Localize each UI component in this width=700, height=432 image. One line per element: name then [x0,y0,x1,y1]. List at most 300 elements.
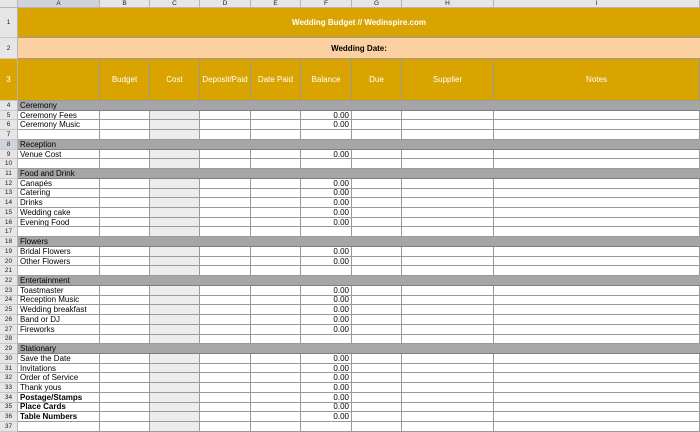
cell[interactable] [352,422,402,432]
cell[interactable] [251,227,301,237]
cell[interactable] [200,218,251,228]
column-header-a[interactable]: A [18,0,100,8]
cell[interactable] [494,315,700,325]
row-number[interactable]: 25 [0,305,18,315]
cell[interactable] [402,364,494,374]
row-number[interactable]: 1 [0,8,18,38]
row-number[interactable]: 18 [0,237,18,247]
cell[interactable] [352,257,402,267]
balance-cell[interactable]: 0.00 [301,296,352,306]
cell[interactable] [251,179,301,189]
cost-cell[interactable] [150,305,200,315]
cell[interactable] [352,335,402,345]
cost-cell[interactable] [150,247,200,257]
cell[interactable] [352,218,402,228]
wedding-date-label[interactable]: Wedding Date: [18,38,700,59]
row-number[interactable]: 22 [0,276,18,286]
section-heading[interactable]: Food and Drink [18,169,700,179]
cell[interactable] [494,325,700,335]
cost-cell[interactable] [150,120,200,130]
cell[interactable] [352,247,402,257]
cell[interactable] [251,130,301,140]
cost-cell[interactable] [150,266,200,276]
cell[interactable] [200,189,251,199]
cell[interactable] [494,198,700,208]
cell[interactable] [402,179,494,189]
cost-cell[interactable] [150,383,200,393]
column-header-b[interactable]: B [100,0,150,8]
cell[interactable] [402,296,494,306]
section-heading[interactable]: Flowers [18,237,700,247]
cell[interactable] [494,130,700,140]
cell[interactable] [494,189,700,199]
row-number[interactable]: 7 [0,130,18,140]
item-label-cell[interactable] [18,266,100,276]
row-number[interactable]: 31 [0,364,18,374]
cell[interactable] [494,218,700,228]
cell[interactable] [494,208,700,218]
row-number[interactable]: 19 [0,247,18,257]
cost-cell[interactable] [150,189,200,199]
cell[interactable] [200,296,251,306]
cell[interactable] [200,373,251,383]
cost-cell[interactable] [150,198,200,208]
cost-cell[interactable] [150,393,200,403]
cost-cell[interactable] [150,227,200,237]
cell[interactable] [200,412,251,422]
cell[interactable] [200,286,251,296]
cell[interactable] [402,111,494,121]
balance-cell[interactable]: 0.00 [301,393,352,403]
row-number[interactable]: 15 [0,208,18,218]
cell[interactable] [494,159,700,169]
cell[interactable] [200,325,251,335]
select-all-corner[interactable] [0,0,18,8]
cell[interactable] [402,325,494,335]
cell[interactable] [100,218,150,228]
cell[interactable] [402,198,494,208]
cost-cell[interactable] [150,150,200,160]
row-number[interactable]: 13 [0,189,18,199]
column-header-c[interactable]: C [150,0,200,8]
cell[interactable] [200,111,251,121]
cell[interactable] [494,111,700,121]
cell[interactable] [200,393,251,403]
column-header-g[interactable]: G [352,0,402,8]
item-label-cell[interactable] [18,130,100,140]
cost-cell[interactable] [150,403,200,413]
row-number[interactable]: 34 [0,393,18,403]
cell[interactable] [100,111,150,121]
cell[interactable] [251,364,301,374]
row-number[interactable]: 26 [0,315,18,325]
cell[interactable] [494,227,700,237]
cell[interactable] [402,315,494,325]
cell[interactable] [251,266,301,276]
item-label-cell[interactable]: Order of Service [18,373,100,383]
cell[interactable] [251,150,301,160]
cell[interactable] [402,218,494,228]
cell[interactable] [100,373,150,383]
balance-cell[interactable]: 0.00 [301,373,352,383]
cell[interactable] [100,315,150,325]
cell[interactable] [200,227,251,237]
cell[interactable] [494,305,700,315]
cell[interactable] [352,325,402,335]
header-deposit-paid[interactable]: Deposit/Paid [200,59,251,101]
balance-cell[interactable] [301,159,352,169]
cell[interactable] [402,266,494,276]
item-label-cell[interactable]: Wedding breakfast [18,305,100,315]
column-header-e[interactable]: E [251,0,301,8]
cell[interactable] [100,208,150,218]
item-label-cell[interactable]: Place Cards [18,403,100,413]
cell[interactable] [251,189,301,199]
item-label-cell[interactable] [18,159,100,169]
cell[interactable] [251,218,301,228]
cell[interactable] [494,383,700,393]
cost-cell[interactable] [150,257,200,267]
cell[interactable] [352,189,402,199]
row-number[interactable]: 12 [0,179,18,189]
cell[interactable] [200,335,251,345]
cost-cell[interactable] [150,325,200,335]
row-number[interactable]: 14 [0,198,18,208]
cell[interactable] [200,159,251,169]
item-label-cell[interactable]: Bridal Flowers [18,247,100,257]
cell[interactable] [402,422,494,432]
cell[interactable] [352,296,402,306]
balance-cell[interactable]: 0.00 [301,286,352,296]
cell[interactable] [402,305,494,315]
cell[interactable] [100,325,150,335]
balance-cell[interactable]: 0.00 [301,198,352,208]
item-label-cell[interactable]: Canapés [18,179,100,189]
balance-cell[interactable] [301,227,352,237]
balance-cell[interactable]: 0.00 [301,354,352,364]
cell[interactable] [352,150,402,160]
cell[interactable] [200,130,251,140]
cell[interactable] [200,198,251,208]
item-label-cell[interactable]: Ceremony Fees [18,111,100,121]
cell[interactable] [494,422,700,432]
cell[interactable] [494,150,700,160]
cost-cell[interactable] [150,422,200,432]
cell[interactable] [251,325,301,335]
item-label-cell[interactable]: Fireworks [18,325,100,335]
cell[interactable] [494,364,700,374]
cell[interactable] [200,208,251,218]
cell[interactable] [100,403,150,413]
cell[interactable] [352,208,402,218]
cell[interactable] [352,315,402,325]
row-number[interactable]: 4 [0,101,18,111]
cell[interactable] [251,159,301,169]
row-number[interactable]: 28 [0,335,18,345]
row-number[interactable]: 16 [0,218,18,228]
balance-cell[interactable]: 0.00 [301,179,352,189]
section-heading[interactable]: Reception [18,140,700,150]
cell[interactable] [100,422,150,432]
header-balance[interactable]: Balance [301,59,352,101]
header-supplier[interactable]: Supplier [402,59,494,101]
row-number[interactable]: 29 [0,344,18,354]
cell[interactable] [251,373,301,383]
balance-cell[interactable]: 0.00 [301,364,352,374]
cost-cell[interactable] [150,208,200,218]
cell[interactable] [352,354,402,364]
cell[interactable] [200,247,251,257]
cell[interactable] [352,364,402,374]
cell[interactable] [402,335,494,345]
cell[interactable] [251,198,301,208]
item-label-cell[interactable]: Thank yous [18,383,100,393]
cell[interactable] [352,111,402,121]
balance-cell[interactable]: 0.00 [301,412,352,422]
cost-cell[interactable] [150,315,200,325]
balance-cell[interactable] [301,266,352,276]
column-header-d[interactable]: D [200,0,251,8]
cell[interactable] [251,354,301,364]
cell[interactable] [200,179,251,189]
cell[interactable] [352,383,402,393]
cell[interactable] [100,364,150,374]
section-heading[interactable]: Ceremony [18,101,700,111]
cell[interactable] [200,422,251,432]
cell[interactable] [352,179,402,189]
cell[interactable] [200,266,251,276]
item-label-cell[interactable]: Catering [18,189,100,199]
balance-cell[interactable]: 0.00 [301,247,352,257]
column-header-i[interactable]: I [494,0,700,8]
cell[interactable] [402,257,494,267]
cell[interactable] [352,373,402,383]
cell[interactable] [402,208,494,218]
cell[interactable] [494,286,700,296]
cell[interactable] [100,383,150,393]
cell[interactable] [402,247,494,257]
cell[interactable] [352,159,402,169]
cell[interactable] [100,354,150,364]
cell[interactable] [402,412,494,422]
cell[interactable] [352,227,402,237]
row-number[interactable]: 17 [0,227,18,237]
cell[interactable] [251,403,301,413]
balance-cell[interactable] [301,422,352,432]
cost-cell[interactable] [150,130,200,140]
row-number[interactable]: 23 [0,286,18,296]
cell[interactable] [402,130,494,140]
header-due[interactable]: Due [352,59,402,101]
cell[interactable] [251,422,301,432]
balance-cell[interactable]: 0.00 [301,315,352,325]
cell[interactable] [251,412,301,422]
balance-cell[interactable]: 0.00 [301,120,352,130]
cell[interactable] [494,403,700,413]
cell[interactable] [402,150,494,160]
cost-cell[interactable] [150,286,200,296]
row-number[interactable]: 3 [0,59,18,101]
cell[interactable] [251,111,301,121]
cell[interactable] [200,364,251,374]
cell[interactable] [200,257,251,267]
item-label-cell[interactable]: Ceremony Music [18,120,100,130]
header-cost[interactable]: Cost [150,59,200,101]
cost-cell[interactable] [150,354,200,364]
cell[interactable] [251,305,301,315]
cell[interactable] [100,266,150,276]
cell[interactable] [251,393,301,403]
item-label-cell[interactable]: Wedding cake [18,208,100,218]
cell[interactable] [494,179,700,189]
balance-cell[interactable]: 0.00 [301,383,352,393]
item-label-cell[interactable] [18,335,100,345]
cost-cell[interactable] [150,218,200,228]
item-label-cell[interactable]: Venue Cost [18,150,100,160]
item-label-cell[interactable]: Other Flowers [18,257,100,267]
header-date-paid[interactable]: Date Paid [251,59,301,101]
cost-cell[interactable] [150,412,200,422]
cell[interactable] [100,189,150,199]
cell[interactable] [100,393,150,403]
cell[interactable] [100,179,150,189]
cell[interactable] [494,266,700,276]
cell[interactable] [100,247,150,257]
row-number[interactable]: 10 [0,159,18,169]
cell[interactable] [494,296,700,306]
cost-cell[interactable] [150,111,200,121]
balance-cell[interactable]: 0.00 [301,111,352,121]
header-budget[interactable]: Budget [100,59,150,101]
balance-cell[interactable]: 0.00 [301,150,352,160]
cell[interactable] [402,286,494,296]
cell[interactable] [494,393,700,403]
item-label-cell[interactable]: Evening Food [18,218,100,228]
row-number[interactable]: 2 [0,38,18,59]
cost-cell[interactable] [150,296,200,306]
cost-cell[interactable] [150,335,200,345]
cell[interactable] [402,393,494,403]
column-header-f[interactable]: F [301,0,352,8]
cell[interactable] [494,257,700,267]
cell[interactable] [100,130,150,140]
cell[interactable] [100,286,150,296]
cell[interactable] [402,403,494,413]
cell[interactable] [402,120,494,130]
cell[interactable] [200,354,251,364]
cell[interactable] [402,189,494,199]
cell[interactable] [100,150,150,160]
cell[interactable] [352,130,402,140]
cell[interactable] [352,198,402,208]
cell[interactable] [100,412,150,422]
row-number[interactable]: 11 [0,169,18,179]
row-number[interactable]: 20 [0,257,18,267]
item-label-cell[interactable]: Band or DJ [18,315,100,325]
row-number[interactable]: 30 [0,354,18,364]
cost-cell[interactable] [150,373,200,383]
balance-cell[interactable]: 0.00 [301,189,352,199]
row-number[interactable]: 6 [0,120,18,130]
cell[interactable] [352,403,402,413]
cell[interactable] [494,335,700,345]
cell[interactable] [402,383,494,393]
row-number[interactable]: 27 [0,325,18,335]
balance-cell[interactable]: 0.00 [301,403,352,413]
item-label-cell[interactable]: Postage/Stamps [18,393,100,403]
item-label-cell[interactable]: Drinks [18,198,100,208]
balance-cell[interactable]: 0.00 [301,208,352,218]
cell[interactable] [352,393,402,403]
cell[interactable] [251,208,301,218]
cost-cell[interactable] [150,159,200,169]
item-label-cell[interactable] [18,227,100,237]
cell[interactable] [100,335,150,345]
cell[interactable] [200,305,251,315]
cell[interactable] [352,305,402,315]
row-number[interactable]: 8 [0,140,18,150]
cell[interactable] [402,373,494,383]
header-notes[interactable]: Notes [494,59,700,101]
section-heading[interactable]: Stationary [18,344,700,354]
cell[interactable] [251,296,301,306]
cell[interactable] [402,159,494,169]
balance-cell[interactable]: 0.00 [301,325,352,335]
cell[interactable] [100,305,150,315]
column-header-h[interactable]: H [402,0,494,8]
row-number[interactable]: 5 [0,111,18,121]
item-label-cell[interactable]: Invitations [18,364,100,374]
cell[interactable] [402,227,494,237]
item-label-cell[interactable]: Reception Music [18,296,100,306]
cell[interactable] [251,335,301,345]
item-label-cell[interactable] [18,422,100,432]
section-heading[interactable]: Entertainment [18,276,700,286]
row-number[interactable]: 33 [0,383,18,393]
sheet-title[interactable]: Wedding Budget // Wedinspire.com [18,8,700,38]
cell[interactable] [251,247,301,257]
cell[interactable] [494,354,700,364]
balance-cell[interactable]: 0.00 [301,218,352,228]
item-label-cell[interactable]: Table Numbers [18,412,100,422]
balance-cell[interactable]: 0.00 [301,305,352,315]
cell[interactable] [251,315,301,325]
cell[interactable] [100,120,150,130]
cell[interactable] [352,120,402,130]
row-number[interactable]: 37 [0,422,18,432]
cell[interactable] [352,286,402,296]
cell[interactable] [100,227,150,237]
cell[interactable] [100,198,150,208]
cell[interactable] [251,383,301,393]
row-number[interactable]: 36 [0,412,18,422]
cell[interactable] [100,159,150,169]
cell[interactable] [200,315,251,325]
cell[interactable] [494,120,700,130]
cell[interactable] [200,383,251,393]
row-number[interactable]: 9 [0,150,18,160]
cell[interactable] [251,286,301,296]
cell[interactable] [352,412,402,422]
cell[interactable] [200,120,251,130]
row-number[interactable]: 35 [0,403,18,413]
header-category[interactable] [18,59,100,101]
cell[interactable] [200,150,251,160]
cell[interactable] [352,266,402,276]
cost-cell[interactable] [150,364,200,374]
item-label-cell[interactable]: Save the Date [18,354,100,364]
row-number[interactable]: 32 [0,373,18,383]
